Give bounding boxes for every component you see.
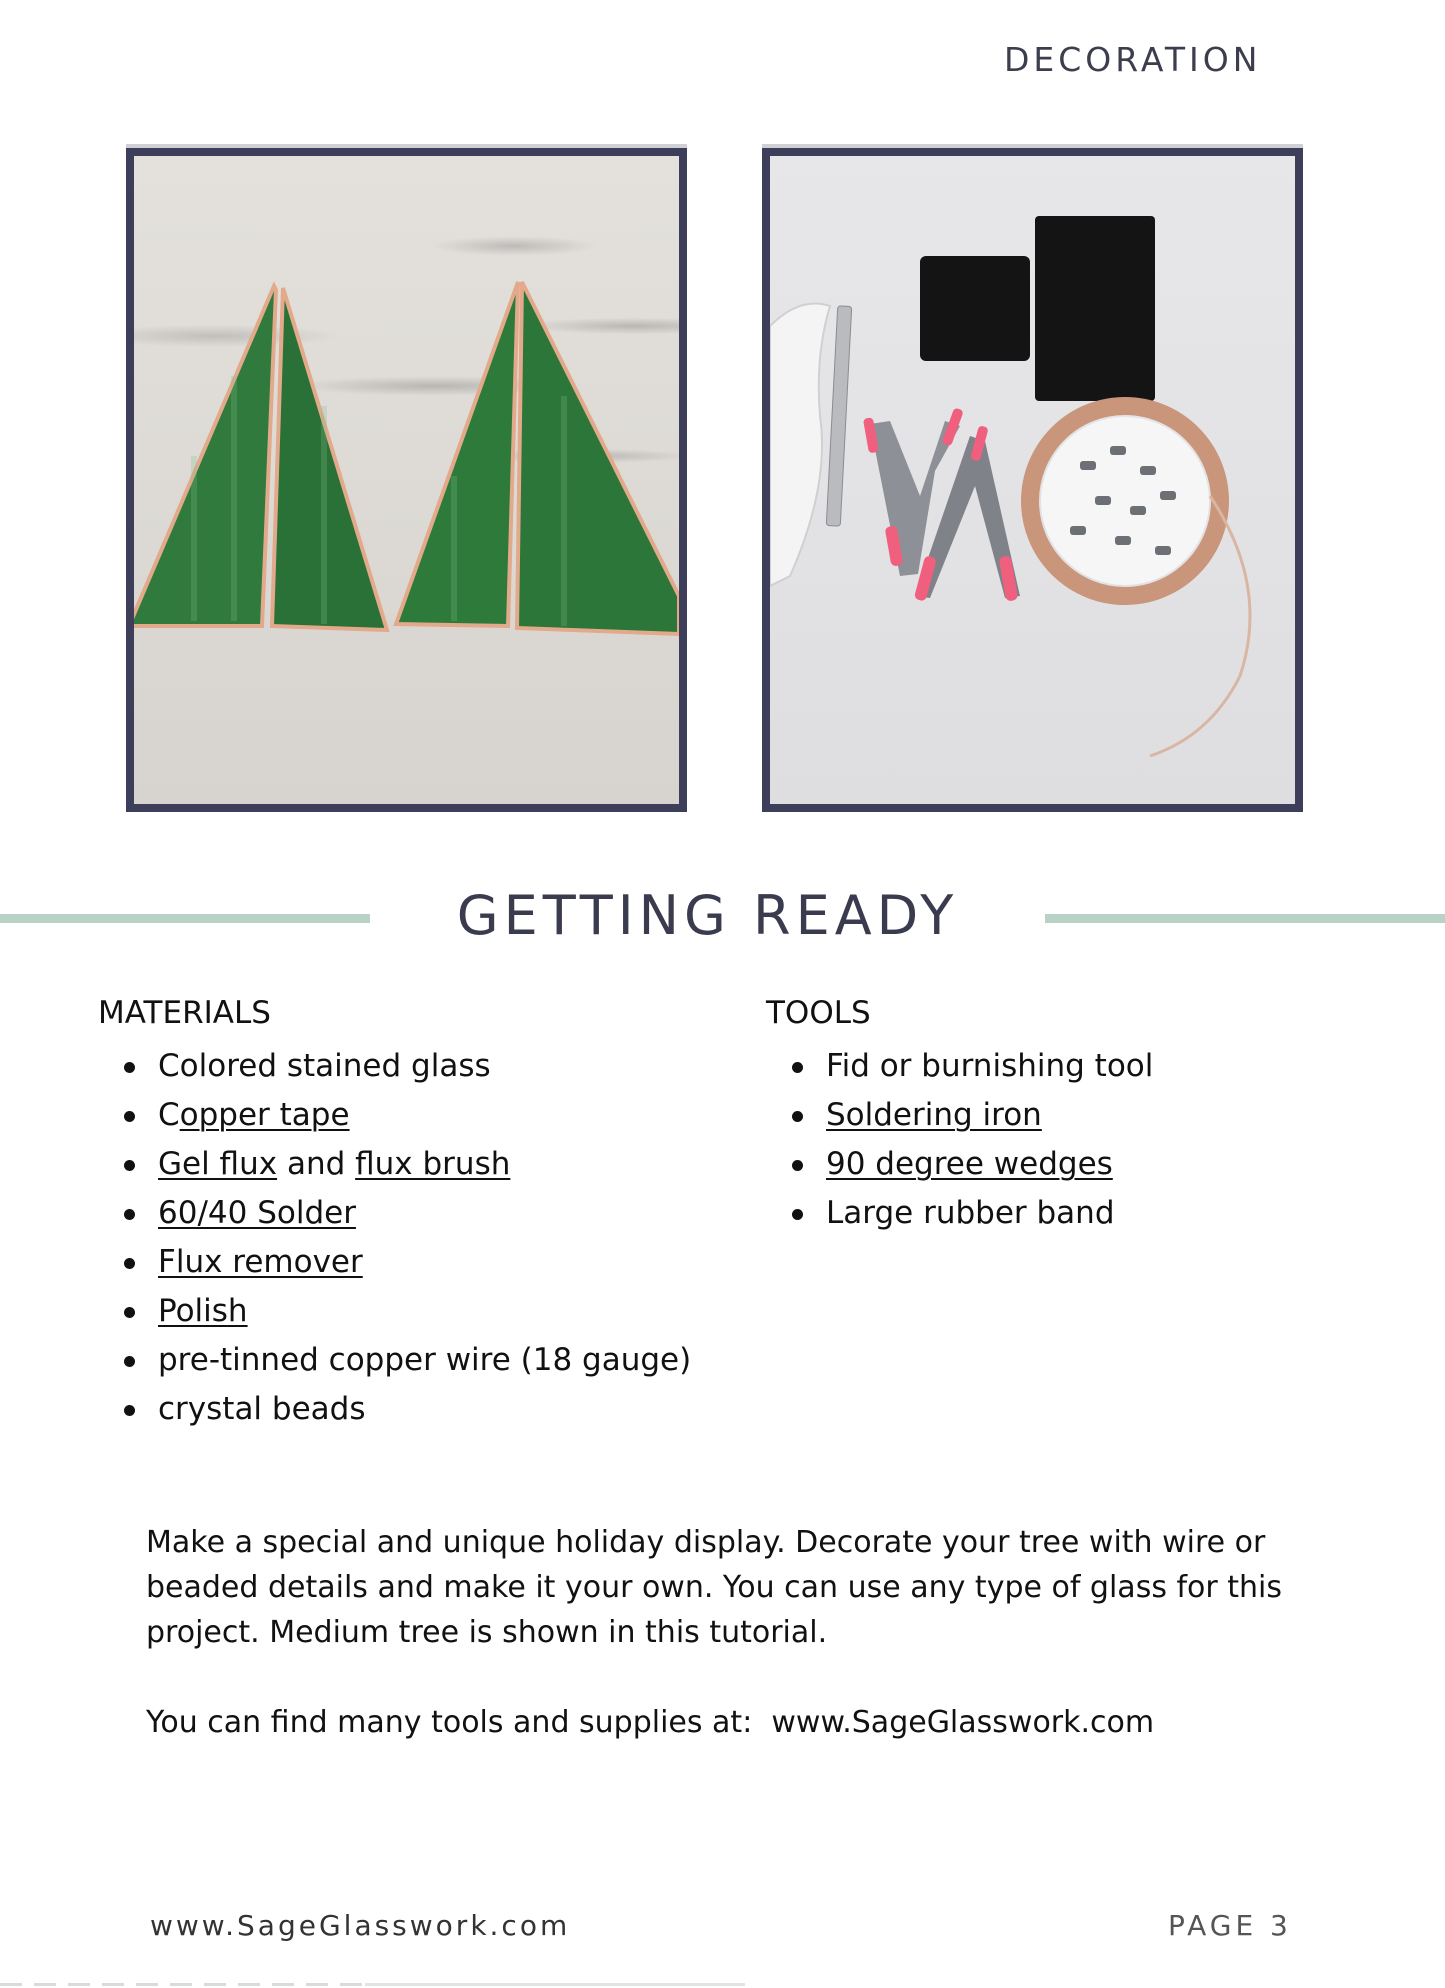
materials-block	[98, 993, 691, 1434]
bullet-icon	[792, 1111, 803, 1122]
description	[146, 1520, 1336, 1745]
tools-item	[766, 1140, 1153, 1189]
glass-trees-illustration	[134, 156, 679, 804]
section-label: DECORATION	[1004, 40, 1262, 79]
photo-glass-trees	[126, 148, 687, 812]
flux-remover-link[interactable]: Flux remover	[158, 1244, 363, 1280]
tools-heading: TOOLS	[766, 995, 871, 1031]
materials-item	[98, 1189, 691, 1238]
supplies-paragraph: You can find many tools and supplies at: www.SageGlasswork.com	[146, 1705, 1155, 1740]
bullet-icon	[124, 1356, 135, 1367]
item-text: C	[158, 1097, 180, 1133]
materials-list	[98, 1042, 691, 1434]
materials-item	[98, 1140, 691, 1189]
bullet-icon	[792, 1160, 803, 1171]
item-text: pre-tinned copper wire (18 gauge)	[158, 1342, 692, 1378]
flux-brush-link[interactable]: flux brush	[355, 1146, 511, 1182]
tools-item	[766, 1189, 1153, 1238]
materials-item	[98, 1287, 691, 1336]
gel-flux-link[interactable]: Gel flux	[158, 1146, 278, 1182]
materials-item	[98, 1042, 691, 1091]
tools-illustration	[770, 156, 1295, 804]
materials-item	[98, 1238, 691, 1287]
bullet-icon	[792, 1062, 803, 1073]
page-number: PAGE 3	[1168, 1909, 1292, 1942]
bullet-icon	[124, 1062, 135, 1073]
bullet-icon	[124, 1405, 135, 1416]
section-title: GETTING READY	[456, 884, 959, 947]
photo-tools-supplies	[762, 148, 1303, 812]
tools-list	[766, 1042, 1153, 1238]
footer-website: www.SageGlasswork.com	[150, 1909, 571, 1942]
materials-item	[98, 1385, 691, 1434]
section-rule-right	[1045, 914, 1445, 923]
copper-tape-link[interactable]: opper tape	[179, 1097, 350, 1133]
materials-heading: MATERIALS	[98, 995, 271, 1031]
description-paragraph: Make a special and unique holiday display. Decorate your tree with wire or beaded details and make it your own. You can use any type of glass for this project. Medium tree is shown in this tutorial.	[146, 1525, 1283, 1650]
item-text: Large rubber band	[826, 1195, 1115, 1231]
bullet-icon	[124, 1258, 135, 1269]
bullet-icon	[124, 1209, 135, 1220]
bullet-icon	[792, 1209, 803, 1220]
soldering-iron-link[interactable]: Soldering iron	[826, 1097, 1042, 1133]
tools-block	[766, 993, 1153, 1238]
tools-item	[766, 1042, 1153, 1091]
bullet-icon	[124, 1307, 135, 1318]
bullet-icon	[124, 1111, 135, 1122]
wedges-link[interactable]: 90 degree wedges	[826, 1146, 1113, 1182]
section-rule-left	[0, 914, 370, 923]
polish-link[interactable]: Polish	[158, 1293, 248, 1329]
item-text: Fid or burnishing tool	[826, 1048, 1154, 1084]
item-text: crystal beads	[158, 1391, 366, 1427]
materials-item	[98, 1336, 691, 1385]
materials-item	[98, 1091, 691, 1140]
bottom-divider	[0, 1983, 745, 1986]
item-text: and	[277, 1146, 356, 1182]
solder-link[interactable]: 60/40 Solder	[158, 1195, 356, 1231]
item-text: Colored stained glass	[158, 1048, 491, 1084]
bullet-icon	[124, 1160, 135, 1171]
tools-item	[766, 1091, 1153, 1140]
